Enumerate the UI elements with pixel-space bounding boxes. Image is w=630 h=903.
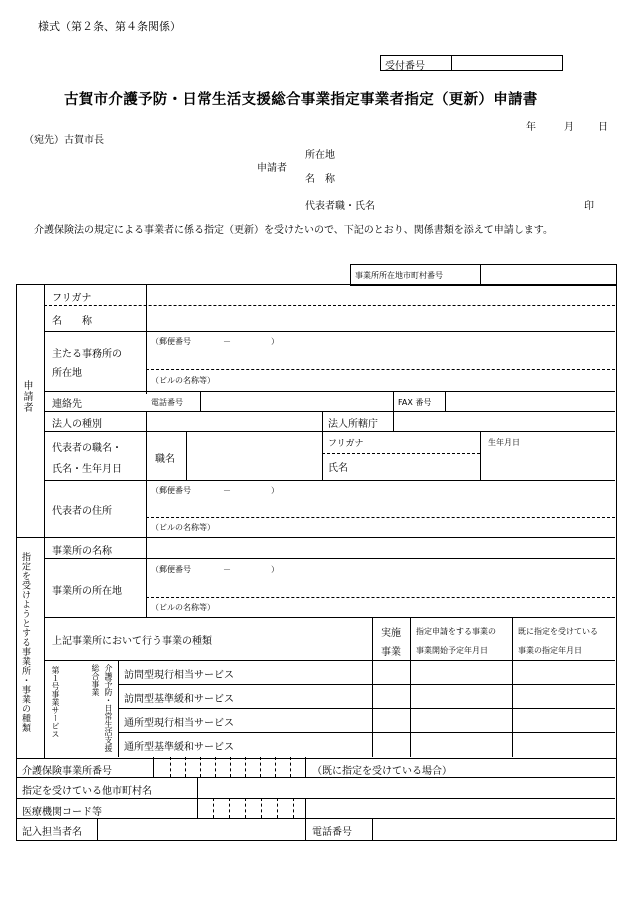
applicant-label: 申請者 — [257, 163, 287, 174]
contact-phone-label: 電話番号 — [312, 827, 352, 838]
furigana-input[interactable] — [150, 288, 610, 302]
birthdate-input[interactable] — [486, 456, 610, 470]
office-side-label: 指定を受けようとする事業所・事業の種類 — [20, 552, 30, 733]
care-number-input[interactable] — [157, 761, 302, 775]
person-in-charge-input[interactable] — [101, 822, 301, 836]
existing-date-label-1: 既に指定を受けている — [518, 627, 598, 636]
rep-address-input[interactable] — [150, 499, 610, 513]
receipt-number-input[interactable] — [455, 57, 559, 69]
rep-address-label: 代表者の住所 — [52, 506, 112, 517]
receipt-number-label: 受付番号 — [385, 61, 425, 72]
service-row-label: 訪問型基準緩和サービス — [124, 694, 234, 705]
phone-input[interactable] — [204, 395, 389, 409]
care-number-label: 介護保険事業所番号 — [22, 766, 112, 777]
service-row-label: 通所型基準緩和サービス — [124, 742, 234, 753]
service-types-label: 上記事業所において行う事業の種類 — [52, 636, 212, 647]
building-name-label: （ビルの名称等） — [151, 376, 215, 385]
postal-code-label: （郵便番号 － ） — [151, 337, 279, 346]
medical-code-label: 医療機関コード等 — [22, 807, 102, 818]
planned-date-label-1: 指定申請をする事業の — [416, 627, 496, 636]
date-day: 日 — [598, 122, 608, 133]
rep-name-label: 氏名 — [328, 463, 348, 474]
office-name-input[interactable] — [150, 541, 610, 555]
position-label: 職名 — [155, 454, 175, 465]
existing-date-label-2: 事業の指定年月日 — [518, 646, 582, 655]
office-address-input[interactable] — [150, 578, 610, 592]
corp-name-label: 名 称 — [52, 316, 92, 327]
planned-date-label-2: 事業開始予定年月日 — [416, 646, 488, 655]
corp-authority-label: 法人所轄庁 — [328, 419, 378, 430]
implement-label-2: 事業 — [381, 647, 401, 658]
page-title: 古賀市介護予防・日常生活支援総合事業指定事業者指定（更新）申請書 — [64, 92, 538, 108]
birthdate-label: 生年月日 — [488, 438, 520, 447]
applicant-address-label: 所在地 — [305, 150, 335, 161]
office-address-label-2: 所在地 — [52, 368, 82, 379]
category-label-2: 介護予防・日常生活支援総合事業 — [91, 664, 113, 752]
office-address-input[interactable] — [150, 350, 610, 364]
applicant-side-label: 申請者 — [21, 380, 32, 413]
rep-building-label: （ビルの名称等） — [151, 523, 215, 532]
date-year: 年 — [526, 122, 536, 133]
category-label-1: 第１号事業サービス — [51, 666, 60, 738]
implement-label-1: 実施 — [381, 628, 401, 639]
office-postal-label: （郵便番号 － ） — [151, 565, 279, 574]
fax-label: FAX 番号 — [398, 398, 432, 407]
rep-furigana-label: フリガナ — [328, 439, 364, 449]
contact-label: 連絡先 — [52, 399, 82, 410]
corp-name-input[interactable] — [150, 311, 610, 325]
municipality-code-label: 事業所所在地市町村番号 — [355, 271, 443, 280]
addressee: （宛先）古賀市長 — [24, 135, 104, 146]
corp-type-label: 法人の種別 — [52, 419, 102, 430]
date-month: 月 — [564, 122, 574, 133]
rep-label-1: 代表者の職名・ — [52, 443, 122, 454]
intro-paragraph: 介護保険法の規定による事業者に係る指定（更新）を受けたいので、下記のとおり、関係書類を添えて申請します。 — [34, 225, 553, 236]
office-address-label-1: 主たる事務所の — [52, 349, 122, 360]
service-row-label: 通所型現行相当サービス — [124, 718, 234, 729]
care-number-note: （既に指定を受けている場合） — [312, 766, 452, 777]
corp-type-input[interactable] — [150, 415, 318, 429]
office-building-label: （ビルの名称等） — [151, 603, 215, 612]
rep-label-2: 氏名・生年月日 — [52, 464, 122, 475]
seal-mark: 印 — [584, 201, 594, 212]
phone-label: 電話番号 — [151, 398, 183, 407]
fax-input[interactable] — [449, 395, 609, 409]
corp-authority-input[interactable] — [398, 415, 610, 429]
other-municipality-label: 指定を受けている他市町村名 — [22, 786, 152, 797]
rep-name-input[interactable] — [352, 459, 476, 473]
form-reference: 様式（第２条、第４条関係） — [38, 20, 181, 33]
service-row-label: 訪問型現行相当サービス — [124, 670, 234, 681]
contact-phone-input[interactable] — [376, 822, 611, 836]
position-input[interactable] — [190, 448, 318, 462]
representative-label: 代表者職・氏名 — [305, 201, 375, 212]
other-municipality-input[interactable] — [201, 781, 611, 795]
person-in-charge-label: 記入担当者名 — [22, 827, 82, 838]
municipality-code-input[interactable] — [484, 268, 612, 282]
furigana-label: フリガナ — [52, 293, 92, 304]
medical-code-input[interactable] — [201, 802, 301, 816]
applicant-name-label: 名 称 — [305, 174, 335, 185]
rep-postal-label: （郵便番号 － ） — [151, 486, 279, 495]
office-name-label: 事業所の名称 — [52, 546, 112, 557]
office-location-label: 事業所の所在地 — [52, 586, 122, 597]
